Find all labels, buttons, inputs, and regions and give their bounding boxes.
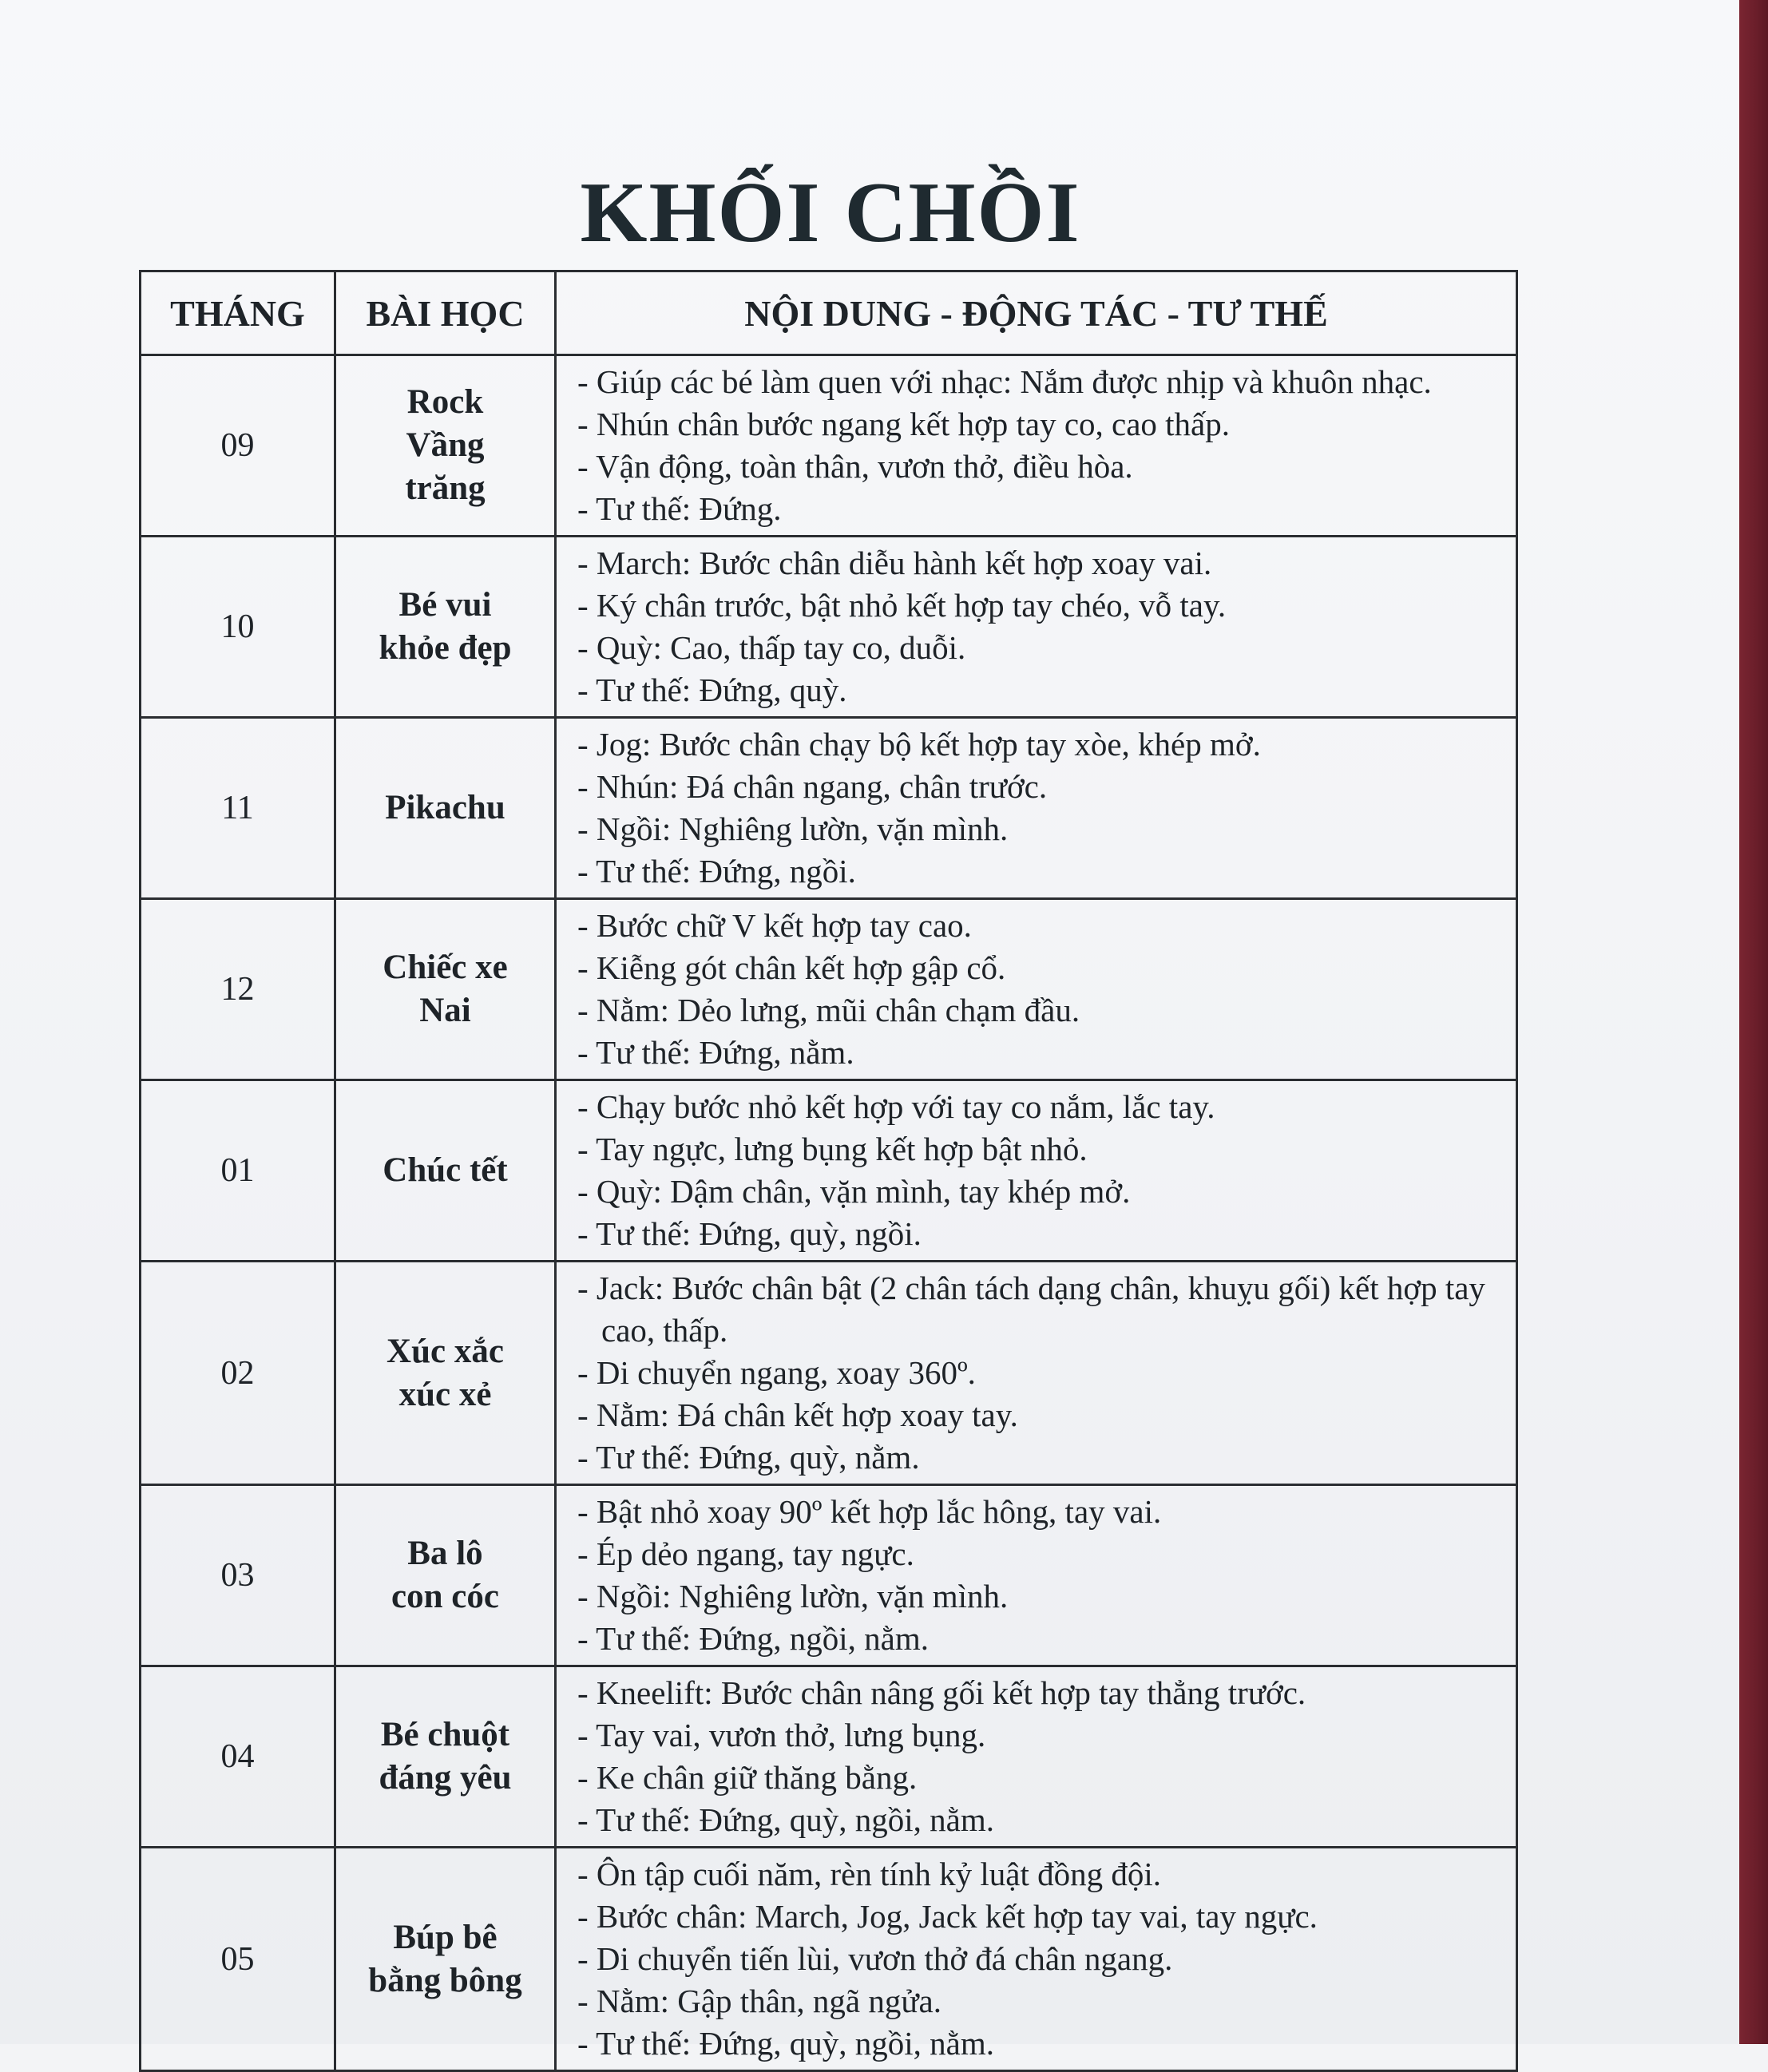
table-row [141, 355, 1517, 537]
content-line: - Di chuyển tiến lùi, vươn thở đá chân ngang. [577, 1940, 1173, 1977]
content-line: - Giúp các bé làm quen với nhạc: Nắm được nhịp và khuôn nhạc. [577, 363, 1432, 400]
content-line: - Ôn tập cuối năm, rèn tính kỷ luật đồng đội. [577, 1856, 1162, 1892]
content-cell [556, 1666, 1517, 1848]
content-line: - Tư thế: Đứng, ngồi. [577, 853, 856, 889]
table-row [141, 899, 1517, 1080]
month-cell: 03 [141, 1485, 335, 1666]
backdrop [1739, 0, 1768, 2044]
month-cell: 02 [141, 1262, 335, 1485]
content-cell [556, 537, 1517, 718]
content-line: - Tay ngực, lưng bụng kết hợp bật nhỏ. [577, 1131, 1088, 1167]
header-lesson: BÀI HỌC [335, 271, 556, 355]
table-row [141, 1666, 1517, 1848]
month-cell: 10 [141, 537, 335, 718]
content-cell [556, 355, 1517, 537]
content-cell [556, 899, 1517, 1080]
content-line: - Ký chân trước, bật nhỏ kết hợp tay chéo, vỗ tay. [577, 587, 1227, 624]
content-line: - Nằm: Đá chân kết hợp xoay tay. [577, 1397, 1018, 1433]
content-line: - Tư thế: Đứng, quỳ. [577, 672, 847, 708]
content-cell [556, 718, 1517, 899]
content-cell [556, 1848, 1517, 2071]
lesson-cell: Bé vui khỏe đẹp [335, 537, 556, 718]
lesson-cell: Xúc xắc xúc xẻ [335, 1262, 556, 1485]
content-line: - Ép dẻo ngang, tay ngực. [577, 1535, 914, 1572]
content-line: - Jog: Bước chân chạy bộ kết hợp tay xòe, khép mở. [577, 726, 1261, 763]
content-line: - Kneelift: Bước chân nâng gối kết hợp tay thẳng trước. [577, 1674, 1306, 1711]
table-header-row [141, 271, 1517, 355]
page-title: KHỐI CHỒI [580, 165, 1081, 260]
month-cell: 05 [141, 1848, 335, 2071]
content-line: - Tư thế: Đứng, quỳ, ngồi. [577, 1215, 922, 1252]
lesson-cell: Rock Vầng trăng [335, 355, 556, 537]
content-cell [556, 1262, 1517, 1485]
content-line: - Ngồi: Nghiêng lườn, vặn mình. [577, 1578, 1009, 1614]
content-line: - Vận động, toàn thân, vươn thở, điều hòa. [577, 448, 1133, 485]
content-line: - Quỳ: Cao, thấp tay co, duỗi. [577, 629, 966, 666]
header-month: THÁNG [141, 271, 335, 355]
lesson-cell: Ba lô con cóc [335, 1485, 556, 1666]
content-line: - Ke chân giữ thăng bằng. [577, 1759, 918, 1796]
content-line: - March: Bước chân diễu hành kết hợp xoay vai. [577, 545, 1212, 581]
content-cell [556, 1485, 1517, 1666]
lesson-cell: Chúc tết [335, 1080, 556, 1262]
table-row [141, 537, 1517, 718]
content-line: - Quỳ: Dậm chân, vặn mình, tay khép mở. [577, 1173, 1131, 1210]
header-content: NỘI DUNG - ĐỘNG TÁC - TƯ THẾ [556, 271, 1517, 355]
content-line: - Bật nhỏ xoay 90º kết hợp lắc hông, tay vai. [577, 1493, 1162, 1530]
content-line: - Tư thế: Đứng, quỳ, ngồi, nằm. [577, 2025, 994, 2062]
content-line: - Nhún chân bước ngang kết hợp tay co, cao thấp. [577, 406, 1230, 442]
content-line: - Tay vai, vươn thở, lưng bụng. [577, 1717, 986, 1753]
table-row [141, 1080, 1517, 1262]
month-cell: 04 [141, 1666, 335, 1848]
table-row [141, 718, 1517, 899]
lesson-cell: Pikachu [335, 718, 556, 899]
month-cell: 01 [141, 1080, 335, 1262]
content-line: - Nằm: Dẻo lưng, mũi chân chạm đầu. [577, 992, 1080, 1028]
lesson-table [139, 270, 1518, 2072]
table-row [141, 1485, 1517, 1666]
content-line: - Tư thế: Đứng. [577, 490, 782, 527]
content-line: - Jack: Bước chân bật (2 chân tách dạng chân, khuỵu gối) kết hợp tay cao, thấp. [577, 1270, 1485, 1349]
content-line: - Kiễng gót chân kết hợp gập cổ. [577, 949, 1006, 986]
table-row [141, 1262, 1517, 1485]
content-line: - Bước chân: March, Jog, Jack kết hợp tay vai, tay ngực. [577, 1898, 1318, 1935]
content-line: - Nằm: Gập thân, ngã ngửa. [577, 1983, 942, 2019]
content-line: - Di chuyển ngang, xoay 360º. [577, 1354, 976, 1391]
content-line: - Chạy bước nhỏ kết hợp với tay co nắm, lắc tay. [577, 1088, 1215, 1125]
content-line: - Tư thế: Đứng, nằm. [577, 1034, 854, 1071]
content-line: - Bước chữ V kết hợp tay cao. [577, 907, 972, 944]
month-cell: 09 [141, 355, 335, 537]
table-row [141, 1848, 1517, 2071]
content-line: - Ngồi: Nghiêng lườn, vặn mình. [577, 810, 1009, 847]
content-line: - Tư thế: Đứng, quỳ, nằm. [577, 1439, 920, 1476]
lesson-cell: Chiếc xe Nai [335, 899, 556, 1080]
content-line: - Tư thế: Đứng, ngồi, nằm. [577, 1620, 929, 1657]
content-line: - Tư thế: Đứng, quỳ, ngồi, nằm. [577, 1801, 994, 1838]
content-line: - Nhún: Đá chân ngang, chân trước. [577, 768, 1048, 805]
month-cell: 12 [141, 899, 335, 1080]
month-cell: 11 [141, 718, 335, 899]
content-cell [556, 1080, 1517, 1262]
lesson-cell: Búp bê bằng bông [335, 1848, 556, 2071]
lesson-cell: Bé chuột đáng yêu [335, 1666, 556, 1848]
